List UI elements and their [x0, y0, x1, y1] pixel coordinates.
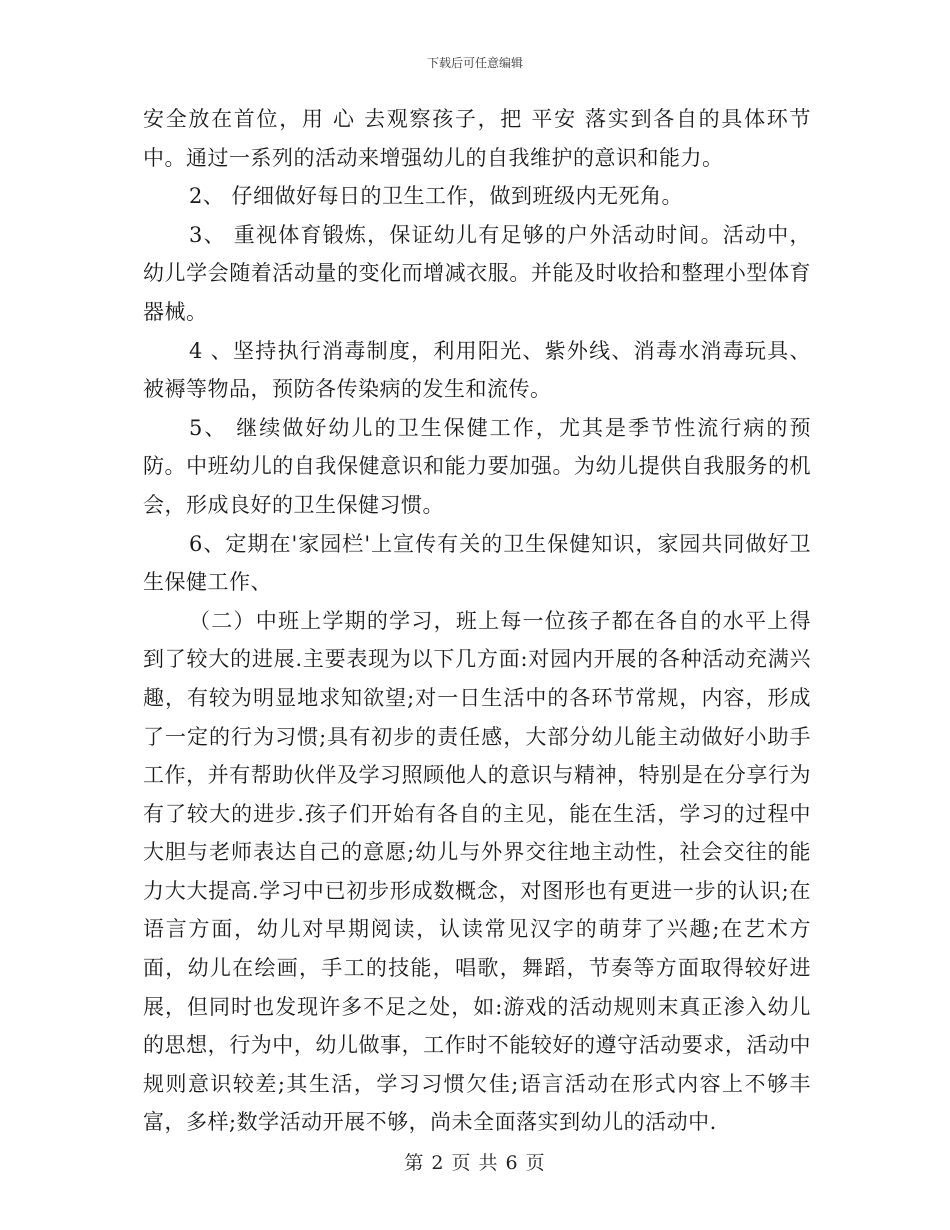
paragraph-item-5: 5、 继续做好幼儿的卫生保健工作，尤其是季节性流行病的预防。中班幼儿的自我保健意识和能力要加强。为幼儿提供自我服务的机会，形成良好的卫生保健习惯。 — [143, 415, 811, 517]
paragraph-item-3: 3、 重视体育锻炼，保证幼儿有足够的户外活动时间。活动中，幼儿学会随着活动量的变化而增减衣服。并能及时收拾和整理小型体育器械。 — [143, 222, 811, 324]
paragraph-safety-first: 安全放在首位，用 心 去观察孩子，把 平安 落实到各自的具体环节中。通过一系列的活动来增强幼儿的自我维护的意识和能力。 — [143, 107, 811, 170]
page-footer: 第 2 页 共 6 页 — [404, 1152, 546, 1174]
page-header: 下载后可任意编辑 — [426, 56, 523, 70]
paragraph-item-4: 4 、坚持执行消毒制度，利用阳光、紫外线、消毒水消毒玩具、被褥等物品，预防各传染病的发生和流传。 — [143, 338, 811, 402]
paragraph-item-2: 2、 仔细做好每日的卫生工作，做到班级内无死角。 — [189, 184, 684, 209]
paragraph-section-two: （二）中班上学期的学习，班上每一位孩子都在各自的水平上得到了较大的进展.主要表现为以下几方面:对园内开展的各种活动充满兴趣，有较为明显地求知欲望;对一日生活中的各环节常规，内容，形成了一定的行为习惯;具有初步的责任感，大部分幼儿能主动做好小助手工作，并有帮助伙伴及学习照顾他人的意识与精神，特别是在分享行为有了较大的进步.孩子们开始有各自的主见，能在生活，学习的过程中大胆与老师表达自己的意愿;幼儿与外界交往地主动性，社会交往的能力大大提高.学习中已初步形成数概念，对图形也有更进一步的认识;在语言方面，幼儿对早期阅读，认读常见汉字的萌芽了兴趣;在艺术方面，幼儿在绘画，手工的技能，唱歌，舞蹈，节奏等方面取得较好进展，但同时也发现许多不足之处，如:游戏的活动规则末真正渗入幼儿的思想，行为中，幼儿做事，工作时不能较好的遵守活动要求，活动中规则意识较差;其生活，学习习惯欠佳;语言活动在形式内容上不够丰富，多样;数学活动开展不够，尚未全面落实到幼儿的活动中. — [143, 608, 811, 1135]
document-body — [143, 100, 811, 1142]
paragraph-item-6: 6、定期在'家园栏'上宣传有关的卫生保健知识，家园共同做好卫生保健工作、 — [143, 531, 811, 595]
